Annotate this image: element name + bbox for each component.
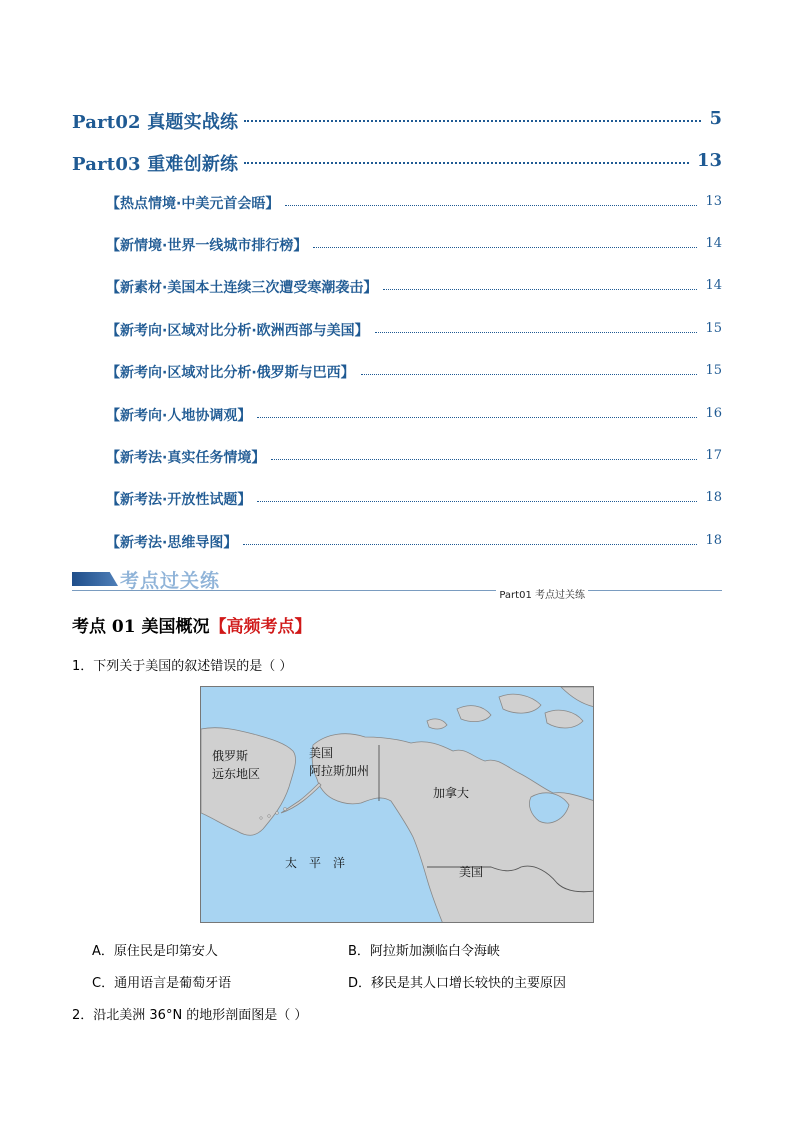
map-figure: [201, 687, 594, 923]
toc-sub-label: 【新考向·区域对比分析·欧洲西部与美国】: [106, 323, 369, 339]
section-heading: [72, 612, 312, 637]
section-title: 考点 01 美国概况: [72, 617, 210, 637]
toc-sub-label: 【新考向·区域对比分析·俄罗斯与巴西】: [106, 365, 355, 381]
toc-sub-label: 【新素材·美国本土连续三次遭受寒潮袭击】: [106, 280, 378, 296]
toc-page-number: 18: [705, 490, 722, 505]
toc-sub-label: 【新考向·人地协调观】: [106, 408, 252, 424]
toc-page-number: 18: [705, 533, 722, 548]
toc-entry-part03[interactable]: [72, 148, 722, 174]
section-banner: [72, 566, 722, 601]
option-c[interactable]: C．通用语言是葡萄牙语: [92, 976, 232, 991]
toc-leader-dots: [243, 544, 697, 545]
toc-sub-entry[interactable]: [106, 447, 722, 467]
toc-sub-label: 【热点情境·中美元首会晤】: [106, 196, 280, 212]
toc-leader-dots: [313, 247, 697, 248]
map-label-alaska: 阿拉斯加州: [309, 764, 370, 778]
option-b[interactable]: B．阿拉斯加濒临白令海峡: [348, 944, 500, 959]
toc-page-number: 15: [705, 363, 722, 378]
banner-title: 考点过关练: [120, 570, 221, 592]
toc-sub-entry[interactable]: [106, 489, 722, 509]
option-a[interactable]: A．原住民是印第安人: [92, 944, 218, 959]
toc-page-number: 17: [705, 448, 722, 463]
toc-sub-label: 【新考法·思维导图】: [106, 535, 238, 551]
toc-leader-dots: [383, 289, 697, 290]
toc-sub-entry[interactable]: [106, 532, 722, 552]
section-highlight: 【高频考点】: [209, 617, 312, 637]
toc-leader-dots: [361, 374, 698, 375]
toc-page-number: 16: [705, 406, 722, 421]
toc-entry-label: Part03 重难创新练: [72, 154, 239, 175]
toc-page-number: 14: [705, 236, 722, 251]
toc-leader-dots: [244, 162, 689, 164]
option-d[interactable]: D．移民是其人口增长较快的主要原因: [348, 976, 567, 991]
toc-leader-dots: [244, 120, 701, 122]
toc-sub-label: 【新考法·真实任务情境】: [106, 450, 266, 466]
question-2-stem: 2．沿北美洲 36°N 的地形剖面图是（ ）: [72, 1008, 308, 1023]
toc-entry-part02[interactable]: [72, 106, 722, 132]
map-label-pacific: 太 平 洋: [285, 856, 346, 870]
toc-leader-dots: [257, 501, 697, 502]
question-1-map: [200, 686, 594, 923]
toc-page-number: 14: [705, 278, 722, 293]
toc-page-number: 5: [709, 108, 722, 129]
toc-sub-entry[interactable]: [106, 277, 722, 297]
toc-leader-dots: [375, 332, 698, 333]
map-label-russia-far-east: 远东地区: [212, 767, 261, 781]
toc-leader-dots: [285, 205, 697, 206]
toc-page-number: 13: [696, 150, 722, 171]
toc-sub-entry[interactable]: [106, 320, 722, 340]
map-label-canada: 加拿大: [433, 786, 470, 800]
toc-sub-entry[interactable]: [106, 193, 722, 213]
map-label-usa: 美国: [459, 865, 484, 879]
toc-leader-dots: [257, 417, 697, 418]
map-label-usa-alaska-line1: 美国: [309, 746, 334, 760]
banner-accent-band: [72, 572, 118, 586]
toc-sub-entry[interactable]: [106, 235, 722, 255]
toc-sub-label: 【新考法·开放性试题】: [106, 492, 252, 508]
question-1-stem: 1．下列关于美国的叙述错误的是（ ）: [72, 659, 293, 674]
toc-page-number: 15: [705, 321, 722, 336]
toc-sub-entry[interactable]: [106, 362, 722, 382]
toc-leader-dots: [271, 459, 697, 460]
banner-tag: Part01 考点过关练: [496, 586, 588, 601]
toc-sub-label: 【新情境·世界一线城市排行榜】: [106, 238, 308, 254]
toc-sub-entry[interactable]: [106, 405, 722, 425]
map-label-russia: 俄罗斯: [212, 749, 249, 763]
banner-rule: [72, 590, 722, 591]
toc-entry-label: Part02 真题实战练: [72, 112, 239, 133]
toc-page-number: 13: [705, 194, 722, 209]
